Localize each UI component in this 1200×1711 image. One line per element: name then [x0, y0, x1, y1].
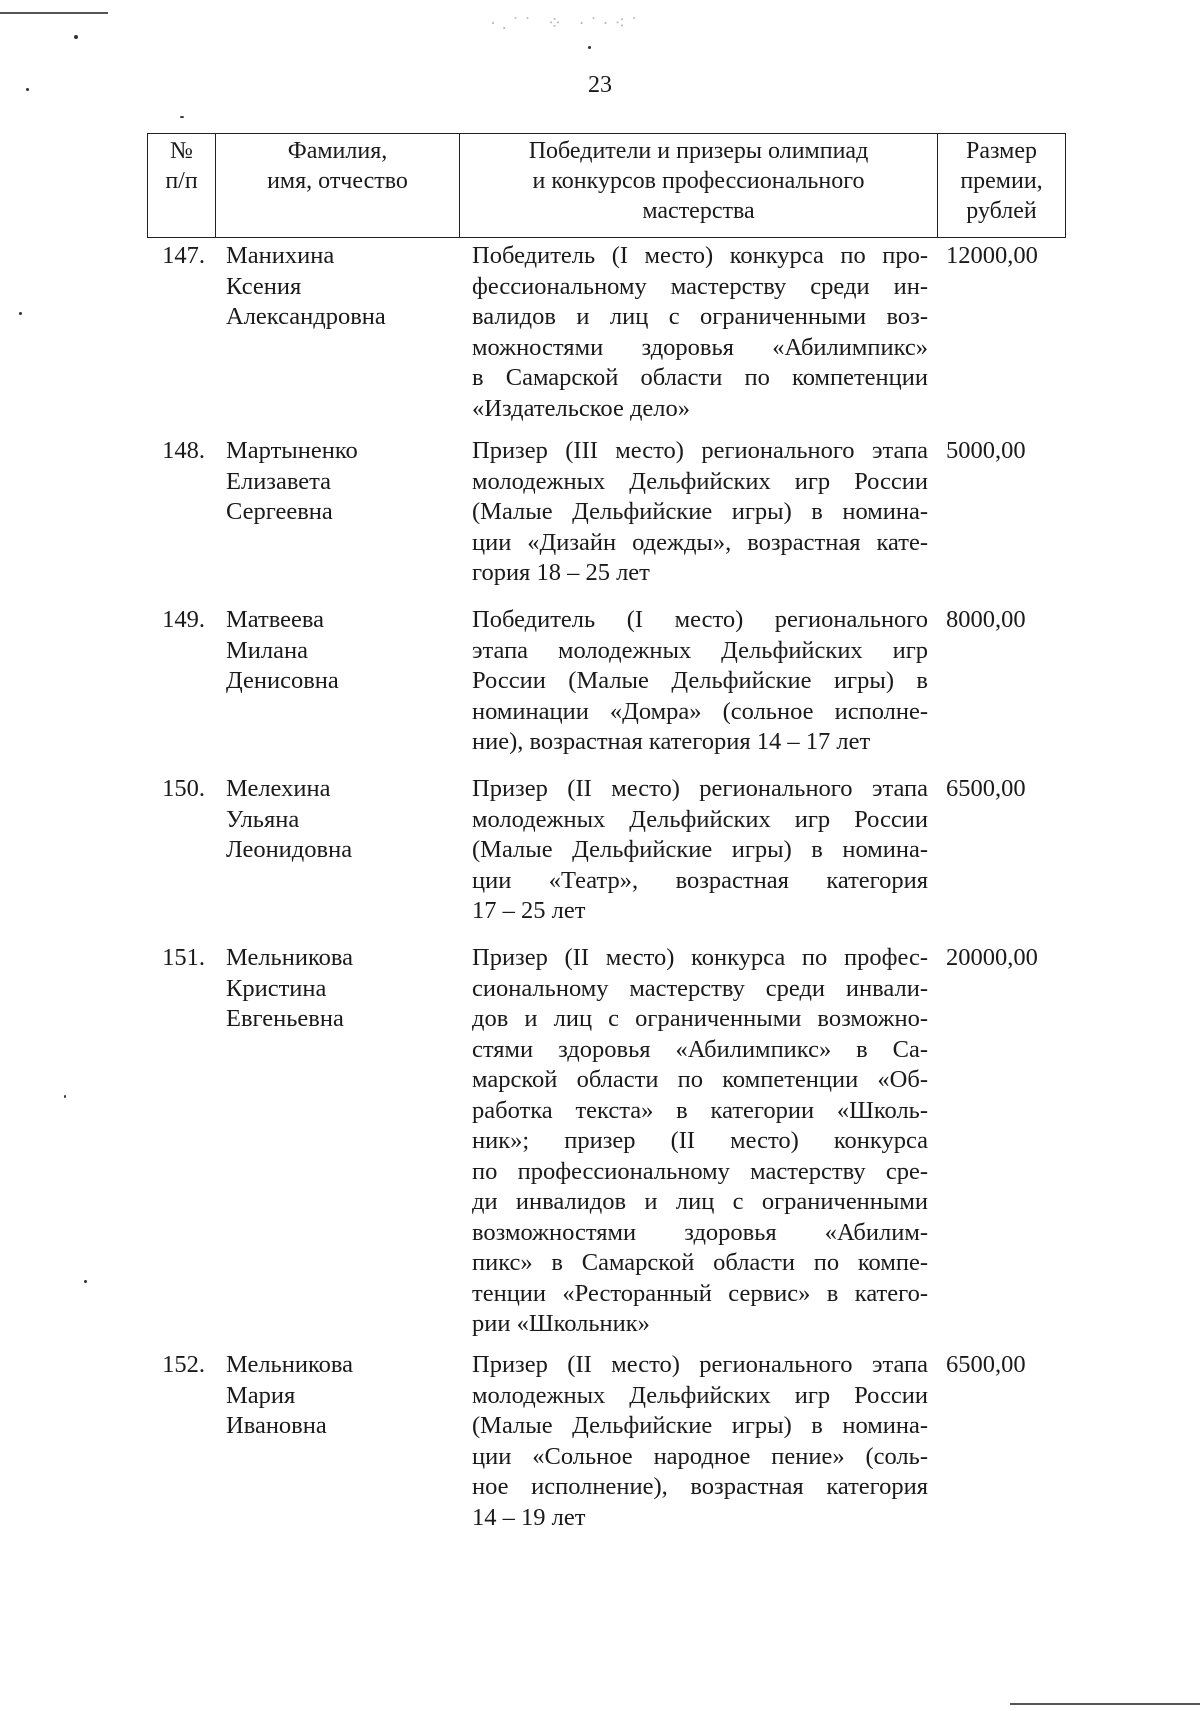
row-number: 150. [162, 775, 205, 802]
row-name-line: Александровна [226, 303, 386, 330]
row-description-line: ции «Дизайн одежды», возрастная кате- [472, 528, 928, 556]
row-description [472, 943, 928, 1340]
header-description-line: и конкурсов профессионального [532, 168, 865, 194]
header-prize-line: Размер [966, 138, 1037, 164]
header-prize-line: премии, [960, 168, 1043, 194]
row-description-line: рии «Школьник» [472, 1310, 650, 1337]
scan-speck [588, 46, 591, 49]
row-description-line: по профессиональному мастерству сре- [472, 1157, 928, 1185]
header-prize-line: рублей [966, 198, 1037, 224]
header-name-line: Фамилия, [287, 138, 388, 164]
row-description-line: 14 – 19 лет [472, 1503, 586, 1531]
row-name-line: Сергеевна [226, 498, 333, 525]
page-number: 23 [588, 72, 612, 98]
row-name-line: Леонидовна [226, 836, 353, 863]
row-description [472, 605, 928, 758]
row-description [472, 241, 928, 424]
row-description-line: Призер (II место) регионального этапа [472, 775, 928, 802]
header-name-line: имя, отчество [267, 168, 408, 194]
row-name [226, 1350, 456, 1442]
row-name-line: Матвеева [226, 606, 325, 633]
header-description [459, 134, 937, 237]
header-description-line: мастерства [642, 198, 755, 224]
row-description-line: (Малые Дельфийские игры) в номина- [472, 836, 928, 863]
scan-speck [64, 1095, 66, 1098]
row-description-line: молодежных Дельфийских игр России [472, 467, 928, 495]
row-description-line: гория 18 – 25 лет [472, 559, 650, 586]
row-description-line: ции «Театр», возрастная категория [472, 866, 928, 894]
row-prize: 5000,00 [946, 437, 1026, 464]
row-name-line: Мария [226, 1381, 296, 1409]
row-description-line: дов и лиц с ограниченными возможно- [472, 1005, 928, 1032]
row-name-line: Мельникова [226, 944, 353, 971]
row-number: 151. [162, 944, 205, 971]
row-description-line: марской области по компетенции «Об- [472, 1066, 928, 1093]
row-description-line: пикс» в Самарской области по компе- [472, 1249, 928, 1276]
row-name-line: Милана [226, 636, 308, 664]
header-number-line: п/п [165, 168, 198, 194]
row-description-line: фессиональному мастерству среди ин- [472, 272, 928, 300]
row-description-line: Победитель (I место) конкурса по про- [472, 242, 928, 269]
scan-smudge: ·.˙˙ ⁘ ·˙·⁖˙ [490, 13, 644, 33]
row-description-line: (Малые Дельфийские игры) в номина- [472, 498, 928, 525]
row-prize: 6500,00 [946, 1351, 1026, 1378]
row-description-line: молодежных Дельфийских игр России [472, 1381, 928, 1409]
row-name-line: Елизавета [226, 467, 332, 495]
scan-edge-line-bottom [1010, 1703, 1200, 1705]
row-description [472, 1350, 928, 1533]
row-name-line: Ксения [226, 272, 302, 300]
row-name-line: Ивановна [226, 1412, 327, 1439]
row-description-line: Призер (III место) регионального этапа [472, 437, 928, 464]
row-description-line: Призер (II место) регионального этапа [472, 1351, 928, 1378]
row-name-line: Манихина [226, 242, 335, 269]
row-description-line: Призер (II место) конкурса по профес- [472, 944, 928, 971]
row-description-line: (Малые Дельфийские игры) в номина- [472, 1412, 928, 1439]
row-description-line: валидов и лиц с ограниченными воз- [472, 303, 928, 330]
row-description-line: в Самарской области по компетенции [472, 364, 928, 391]
row-prize: 8000,00 [946, 606, 1026, 633]
row-description-line: ди инвалидов и лиц с ограниченными [472, 1188, 928, 1215]
row-name [226, 774, 456, 866]
header-description-line: Победители и призеры олимпиад [528, 138, 869, 164]
row-number: 149. [162, 606, 205, 633]
row-number: 152. [162, 1351, 205, 1378]
row-description [472, 774, 928, 927]
row-description-line: можностями здоровья «Абилимпикс» [472, 333, 928, 361]
row-description-line: 17 – 25 лет [472, 897, 586, 924]
row-prize: 20000,00 [946, 944, 1038, 971]
header-name [215, 134, 459, 237]
row-description-line: «Издательское дело» [472, 394, 691, 422]
row-name [226, 605, 456, 697]
row-description-line: России (Малые Дельфийские игры) в [472, 667, 928, 694]
row-description-line: молодежных Дельфийских игр России [472, 805, 928, 833]
row-name [226, 436, 456, 528]
row-description-line: ное исполнение), возрастная категория [472, 1473, 928, 1500]
row-description-line: работка текста» в категории «Школь- [472, 1096, 928, 1124]
row-description-line: возможностями здоровья «Абилим- [472, 1218, 928, 1246]
row-name-line: Мелехина [226, 775, 331, 802]
row-name-line: Мельникова [226, 1351, 353, 1378]
row-description-line: ние), возрастная категория 14 – 17 лет [472, 728, 871, 755]
row-description [472, 436, 928, 589]
scan-speck [84, 1280, 87, 1283]
header-number-line: № [170, 138, 193, 164]
scan-speck [180, 116, 184, 118]
row-name-line: Мартыненко [226, 437, 358, 464]
row-description-line: ник»; призер (II место) конкурса [472, 1127, 928, 1154]
row-number: 147. [162, 242, 205, 269]
table-header [147, 133, 1066, 238]
row-name [226, 943, 456, 1035]
row-prize: 6500,00 [946, 775, 1026, 802]
scan-speck [74, 35, 78, 39]
row-number: 148. [162, 437, 205, 464]
row-description-line: сиональному мастерству среди инвали- [472, 974, 928, 1002]
row-name-line: Кристина [226, 974, 327, 1002]
row-description-line: номинации «Домра» (сольное исполне- [472, 697, 928, 725]
row-description-line: ции «Сольное народное пение» (соль- [472, 1442, 928, 1470]
row-name [226, 241, 456, 333]
row-prize: 12000,00 [946, 242, 1038, 269]
header-prize [937, 134, 1065, 237]
row-description-line: стями здоровья «Абилимпикс» в Са- [472, 1035, 928, 1063]
row-description-line: Победитель (I место) регионального [472, 606, 928, 633]
row-description-line: этапа молодежных Дельфийских игр [472, 636, 928, 664]
scan-edge-line-top [0, 12, 108, 14]
row-name-line: Евгеньевна [226, 1005, 344, 1032]
row-name-line: Денисовна [226, 667, 339, 694]
header-number [148, 134, 215, 237]
row-description-line: тенции «Ресторанный сервис» в катего- [472, 1279, 928, 1307]
scan-speck [19, 312, 22, 315]
row-name-line: Ульяна [226, 805, 300, 833]
